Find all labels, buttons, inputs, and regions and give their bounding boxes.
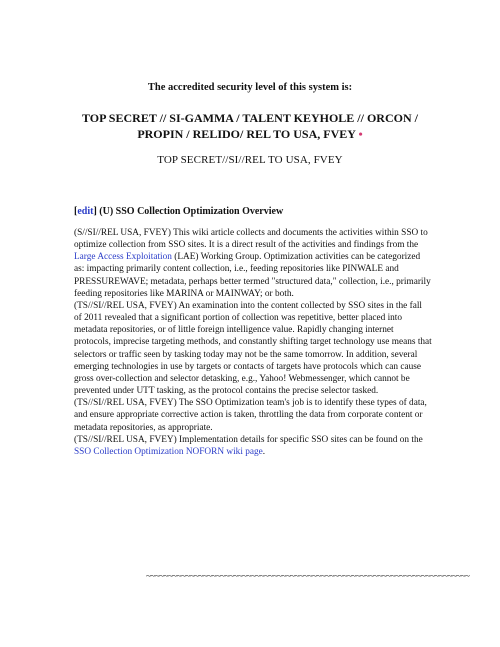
section-heading: [edit] (U) SSO Collection Optimization Overview xyxy=(74,206,284,217)
classification-banner-text: TOP SECRET // SI-GAMMA / TALENT KEYHOLE // ORCON / PROPIN / RELIDO/ REL TO USA, FVEY xyxy=(82,111,418,141)
sub-classification: TOP SECRET//SI//REL TO USA, FVEY xyxy=(157,154,343,166)
noforn-wiki-link[interactable]: SSO Collection Optimization NOFORN wiki page xyxy=(74,446,263,457)
classification-marker-icon: • xyxy=(358,127,363,141)
edit-link[interactable]: edit xyxy=(77,206,94,217)
paragraph-overview: (S//SI//REL USA, FVEY) This wiki article collects and documents the activities within SSO to optimize collection from SSO sites. It is a direct result of the activities and findings from the Large Access Exploitation (LAE) Working Group. Optimization activities can be categorized as: impacting primarily content collection, i.e., feeding repositories like PINWALE and PRESSUREWAVE; metadata, perhaps better termed "structured data," collection, i.e., primarily feeding repositories like MARINA or MAINWAY; or both. xyxy=(74,228,431,299)
footer-divider: ~~~~~~~~~~~~~~~~~~~~~~~~~~~~~~~~~~~~~~~~~~~~~~~~~~~~~~~~~~~~~~~~~~~~~~~~~~ xyxy=(146,571,470,581)
paragraph-examination: (TS//SI//REL USA, FVEY) An examination into the content collected by SSO sites in the fall of 2011 revealed that a significant portion of collection was repetitive, better placed into metadata repositories, or of little foreign intelligence value. Rapidly changing internet protocols, imprecise targeting methods, and constantly shifting target technology use means that selectors or traffic seen by tasking today may not be the same tomorrow. In addition, several emerging technologies in use by targets or contacts of targets have protocols which can cause gross over-collection and selector detasking, e.g., Yahoo! Webmessenger, which cannot be prevented under UTT tasking, as the protocol contains the precise selector tasked. xyxy=(74,300,432,397)
paragraph-team-role: (TS//SI//REL USA, FVEY) The SSO Optimization team's job is to identify these types of data, and ensure appropriate corrective action is taken, throttling the data from corporate content or metadata repositories, as appropriate. xyxy=(74,398,427,433)
paragraph-implementation: (TS//SI//REL USA, FVEY) Implementation details for specific SSO sites can be found on the SSO Collection Optimization NOFORN wiki page. xyxy=(74,434,423,457)
section-title: (U) SSO Collection Optimization Overview xyxy=(99,206,284,217)
article-body xyxy=(74,227,432,458)
accreditation-title: The accredited security level of this system is: xyxy=(147,82,353,93)
lae-link[interactable]: Large Access Exploitation xyxy=(74,252,172,263)
classification-banner xyxy=(60,110,440,142)
